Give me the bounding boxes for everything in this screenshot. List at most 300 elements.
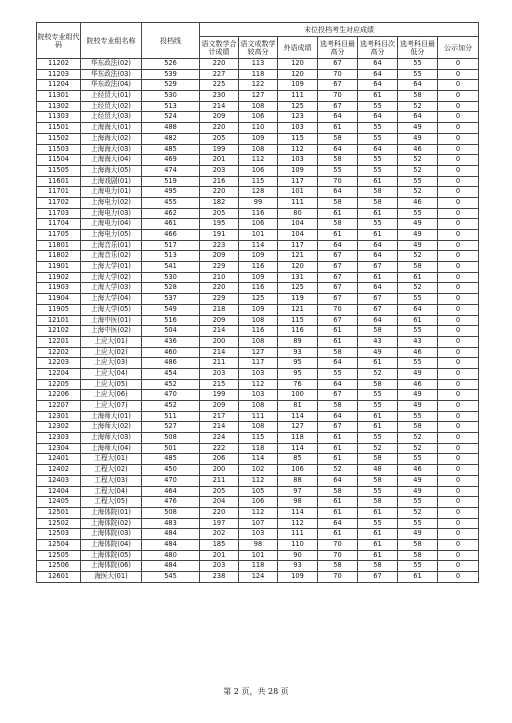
elective-second-cell: 55 bbox=[358, 518, 398, 529]
higher-score-cell: 116 bbox=[239, 283, 278, 294]
group-name-cell: 上海师大(04) bbox=[81, 443, 142, 454]
foreign-language-cell: 103 bbox=[278, 155, 318, 166]
group-name-cell: 工程大(03) bbox=[81, 475, 142, 486]
bonus-points-cell: 0 bbox=[438, 230, 479, 241]
elective-lowest-cell: 52 bbox=[398, 101, 438, 112]
group-code-cell: 12501 bbox=[37, 507, 81, 518]
elective-second-cell: 58 bbox=[358, 326, 398, 337]
table-row bbox=[37, 251, 479, 262]
foreign-language-cell: 97 bbox=[278, 486, 318, 497]
elective-second-cell: 67 bbox=[358, 572, 398, 583]
bonus-points-cell: 0 bbox=[438, 304, 479, 315]
bonus-points-cell: 0 bbox=[438, 101, 479, 112]
elective-highest-cell: 55 bbox=[318, 368, 358, 379]
elective-highest-cell: 61 bbox=[318, 208, 358, 219]
bonus-points-cell: 0 bbox=[438, 347, 479, 358]
group-code-cell: 11802 bbox=[37, 251, 81, 262]
cutoff-score-cell: 528 bbox=[142, 283, 200, 294]
bonus-points-cell: 0 bbox=[438, 80, 479, 91]
elective-second-cell: 55 bbox=[358, 390, 398, 401]
elective-lowest-cell: 52 bbox=[398, 507, 438, 518]
group-name-cell: 上海大学(02) bbox=[81, 272, 142, 283]
bonus-points-cell: 0 bbox=[438, 251, 479, 262]
elective-lowest-cell: 52 bbox=[398, 187, 438, 198]
foreign-language-cell: 103 bbox=[278, 123, 318, 134]
foreign-language-cell: 93 bbox=[278, 347, 318, 358]
table-row bbox=[37, 165, 479, 176]
bonus-points-cell: 0 bbox=[438, 433, 479, 444]
elective-highest-cell: 70 bbox=[318, 176, 358, 187]
elective-highest-cell: 61 bbox=[318, 433, 358, 444]
elective-highest-cell: 70 bbox=[318, 539, 358, 550]
table-row bbox=[37, 358, 479, 369]
elective-second-cell: 61 bbox=[358, 539, 398, 550]
group-code-cell: 12505 bbox=[37, 550, 81, 561]
elective-highest-cell: 61 bbox=[318, 443, 358, 454]
table-row bbox=[37, 176, 479, 187]
group-code-cell: 11904 bbox=[37, 294, 81, 305]
group-name-cell: 上海海大(05) bbox=[81, 165, 142, 176]
table-row bbox=[37, 486, 479, 497]
elective-highest-cell: 58 bbox=[318, 133, 358, 144]
higher-score-cell: 102 bbox=[239, 465, 278, 476]
chinese-math-total-cell: 211 bbox=[200, 475, 239, 486]
chinese-math-total-cell: 215 bbox=[200, 379, 239, 390]
group-code-cell: 11703 bbox=[37, 208, 81, 219]
table-row bbox=[37, 155, 479, 166]
elective-highest-cell: 58 bbox=[318, 155, 358, 166]
group-name-cell: 上海师大(03) bbox=[81, 433, 142, 444]
elective-second-cell: 55 bbox=[358, 165, 398, 176]
foreign-language-cell: 111 bbox=[278, 91, 318, 102]
elective-lowest-cell: 46 bbox=[398, 197, 438, 208]
bonus-points-cell: 0 bbox=[438, 219, 479, 230]
foreign-language-cell: 112 bbox=[278, 518, 318, 529]
elective-highest-cell: 67 bbox=[318, 80, 358, 91]
table-row bbox=[37, 336, 479, 347]
elective-second-cell: 64 bbox=[358, 112, 398, 123]
cutoff-score-cell: 508 bbox=[142, 507, 200, 518]
elective-second-cell: 49 bbox=[358, 347, 398, 358]
group-code-cell: 12205 bbox=[37, 379, 81, 390]
group-name-cell: 上应大(04) bbox=[81, 368, 142, 379]
cutoff-score-cell: 476 bbox=[142, 497, 200, 508]
elective-highest-cell: 64 bbox=[318, 144, 358, 155]
foreign-language-cell: 111 bbox=[278, 529, 318, 540]
foreign-language-cell: 112 bbox=[278, 144, 318, 155]
group-code-cell: 12404 bbox=[37, 486, 81, 497]
group-name-cell: 海医大(01) bbox=[81, 572, 142, 583]
higher-score-cell: 109 bbox=[239, 251, 278, 262]
elective-lowest-cell: 46 bbox=[398, 465, 438, 476]
cutoff-score-cell: 517 bbox=[142, 240, 200, 251]
table-row bbox=[37, 550, 479, 561]
elective-lowest-cell: 49 bbox=[398, 368, 438, 379]
elective-second-cell: 61 bbox=[358, 411, 398, 422]
elective-second-cell: 61 bbox=[358, 550, 398, 561]
higher-score-cell: 118 bbox=[239, 69, 278, 80]
elective-lowest-cell: 64 bbox=[398, 80, 438, 91]
higher-score-cell: 103 bbox=[239, 368, 278, 379]
header-cutoff-score: 投档线 bbox=[142, 23, 200, 59]
group-name-cell: 上海师大(02) bbox=[81, 422, 142, 433]
table-row bbox=[37, 80, 479, 91]
group-code-cell: 11704 bbox=[37, 219, 81, 230]
chinese-math-total-cell: 182 bbox=[200, 197, 239, 208]
higher-score-cell: 101 bbox=[239, 230, 278, 241]
elective-second-cell: 61 bbox=[358, 422, 398, 433]
higher-score-cell: 110 bbox=[239, 123, 278, 134]
group-code-cell: 12503 bbox=[37, 529, 81, 540]
bonus-points-cell: 0 bbox=[438, 91, 479, 102]
cutoff-score-cell: 455 bbox=[142, 197, 200, 208]
chinese-math-total-cell: 220 bbox=[200, 283, 239, 294]
group-name-cell: 工程大(02) bbox=[81, 465, 142, 476]
chinese-math-total-cell: 199 bbox=[200, 390, 239, 401]
elective-lowest-cell: 49 bbox=[398, 133, 438, 144]
table-row bbox=[37, 208, 479, 219]
cutoff-score-cell: 461 bbox=[142, 219, 200, 230]
higher-score-cell: 112 bbox=[239, 379, 278, 390]
group-name-cell: 上海体院(02) bbox=[81, 518, 142, 529]
elective-second-cell: 61 bbox=[358, 529, 398, 540]
group-code-cell: 12204 bbox=[37, 368, 81, 379]
chinese-math-total-cell: 203 bbox=[200, 165, 239, 176]
elective-highest-cell: 64 bbox=[318, 411, 358, 422]
higher-score-cell: 128 bbox=[239, 187, 278, 198]
table-row bbox=[37, 422, 479, 433]
cutoff-score-cell: 539 bbox=[142, 69, 200, 80]
chinese-math-total-cell: 197 bbox=[200, 518, 239, 529]
elective-lowest-cell: 49 bbox=[398, 123, 438, 134]
elective-lowest-cell: 55 bbox=[398, 208, 438, 219]
cutoff-score-cell: 466 bbox=[142, 230, 200, 241]
admission-score-table bbox=[36, 22, 479, 583]
group-code-cell: 12405 bbox=[37, 497, 81, 508]
group-name-cell: 华东政法(03) bbox=[81, 69, 142, 80]
group-code-cell: 12201 bbox=[37, 336, 81, 347]
foreign-language-cell: 127 bbox=[278, 422, 318, 433]
group-code-cell: 12202 bbox=[37, 347, 81, 358]
chinese-math-total-cell: 227 bbox=[200, 69, 239, 80]
chinese-math-total-cell: 214 bbox=[200, 101, 239, 112]
bonus-points-cell: 0 bbox=[438, 368, 479, 379]
group-code-cell: 11303 bbox=[37, 112, 81, 123]
cutoff-score-cell: 504 bbox=[142, 326, 200, 337]
elective-highest-cell: 64 bbox=[318, 379, 358, 390]
foreign-language-cell: 109 bbox=[278, 165, 318, 176]
foreign-language-cell: 118 bbox=[278, 433, 318, 444]
elective-second-cell: 55 bbox=[358, 433, 398, 444]
chinese-math-total-cell: 217 bbox=[200, 411, 239, 422]
chinese-math-total-cell: 214 bbox=[200, 347, 239, 358]
elective-lowest-cell: 52 bbox=[398, 165, 438, 176]
elective-highest-cell: 64 bbox=[318, 358, 358, 369]
bonus-points-cell: 0 bbox=[438, 486, 479, 497]
elective-second-cell: 64 bbox=[358, 251, 398, 262]
chinese-math-total-cell: 200 bbox=[200, 336, 239, 347]
higher-score-cell: 107 bbox=[239, 518, 278, 529]
group-code-cell: 12301 bbox=[37, 411, 81, 422]
page-footer: 第 2 页，共 28 页 bbox=[223, 687, 289, 696]
elective-lowest-cell: 58 bbox=[398, 91, 438, 102]
score-table-sheet bbox=[36, 22, 478, 583]
elective-second-cell: 55 bbox=[358, 486, 398, 497]
table-row bbox=[37, 401, 479, 412]
higher-score-cell: 116 bbox=[239, 326, 278, 337]
foreign-language-cell: 116 bbox=[278, 326, 318, 337]
table-row bbox=[37, 272, 479, 283]
group-name-cell: 上海电力(04) bbox=[81, 219, 142, 230]
cutoff-score-cell: 530 bbox=[142, 272, 200, 283]
elective-highest-cell: 64 bbox=[318, 240, 358, 251]
elective-second-cell: 55 bbox=[358, 219, 398, 230]
foreign-language-cell: 120 bbox=[278, 59, 318, 70]
table-row bbox=[37, 123, 479, 134]
higher-score-cell: 112 bbox=[239, 155, 278, 166]
group-name-cell: 上海音乐(02) bbox=[81, 251, 142, 262]
elective-second-cell: 58 bbox=[358, 379, 398, 390]
group-code-cell: 11902 bbox=[37, 272, 81, 283]
elective-highest-cell: 61 bbox=[318, 230, 358, 241]
bonus-points-cell: 0 bbox=[438, 422, 479, 433]
elective-second-cell: 64 bbox=[358, 80, 398, 91]
group-code-cell: 12206 bbox=[37, 390, 81, 401]
table-row bbox=[37, 572, 479, 583]
elective-highest-cell: 58 bbox=[318, 219, 358, 230]
elective-lowest-cell: 52 bbox=[398, 433, 438, 444]
group-name-cell: 上应大(01) bbox=[81, 336, 142, 347]
cutoff-score-cell: 508 bbox=[142, 433, 200, 444]
group-code-cell: 11302 bbox=[37, 101, 81, 112]
elective-lowest-cell: 55 bbox=[398, 59, 438, 70]
elective-highest-cell: 67 bbox=[318, 59, 358, 70]
group-name-cell: 华东政法(04) bbox=[81, 80, 142, 91]
group-name-cell: 上海体院(05) bbox=[81, 550, 142, 561]
elective-second-cell: 58 bbox=[358, 197, 398, 208]
table-row bbox=[37, 197, 479, 208]
bonus-points-cell: 0 bbox=[438, 112, 479, 123]
chinese-math-total-cell: 209 bbox=[200, 251, 239, 262]
group-name-cell: 上海海大(02) bbox=[81, 133, 142, 144]
table-row bbox=[37, 101, 479, 112]
group-name-cell: 上应大(07) bbox=[81, 401, 142, 412]
table-row bbox=[37, 219, 479, 230]
higher-score-cell: 109 bbox=[239, 272, 278, 283]
higher-score-cell: 114 bbox=[239, 454, 278, 465]
elective-highest-cell: 61 bbox=[318, 529, 358, 540]
cutoff-score-cell: 529 bbox=[142, 80, 200, 91]
elective-lowest-cell: 58 bbox=[398, 422, 438, 433]
table-row bbox=[37, 518, 479, 529]
higher-score-cell: 116 bbox=[239, 208, 278, 219]
chinese-math-total-cell: 220 bbox=[200, 187, 239, 198]
foreign-language-cell: 111 bbox=[278, 197, 318, 208]
cutoff-score-cell: 464 bbox=[142, 486, 200, 497]
foreign-language-cell: 81 bbox=[278, 401, 318, 412]
chinese-math-total-cell: 214 bbox=[200, 326, 239, 337]
header-elective-second: 选考科目次高分 bbox=[358, 37, 398, 59]
bonus-points-cell: 0 bbox=[438, 561, 479, 572]
higher-score-cell: 122 bbox=[239, 80, 278, 91]
table-row bbox=[37, 240, 479, 251]
chinese-math-total-cell: 223 bbox=[200, 240, 239, 251]
header-foreign-language: 外语成绩 bbox=[278, 37, 318, 59]
group-code-cell: 12504 bbox=[37, 539, 81, 550]
elective-second-cell: 67 bbox=[358, 262, 398, 273]
chinese-math-total-cell: 211 bbox=[200, 358, 239, 369]
group-code-cell: 12502 bbox=[37, 518, 81, 529]
table-row bbox=[37, 144, 479, 155]
cutoff-score-cell: 488 bbox=[142, 123, 200, 134]
foreign-language-cell: 95 bbox=[278, 368, 318, 379]
cutoff-score-cell: 516 bbox=[142, 315, 200, 326]
bonus-points-cell: 0 bbox=[438, 390, 479, 401]
foreign-language-cell: 125 bbox=[278, 283, 318, 294]
group-code-cell: 11901 bbox=[37, 262, 81, 273]
elective-lowest-cell: 55 bbox=[398, 294, 438, 305]
foreign-language-cell: 117 bbox=[278, 176, 318, 187]
group-name-cell: 上应大(02) bbox=[81, 347, 142, 358]
foreign-language-cell: 115 bbox=[278, 315, 318, 326]
table-row bbox=[37, 465, 479, 476]
group-name-cell: 上海海大(04) bbox=[81, 155, 142, 166]
group-name-cell: 上海电力(03) bbox=[81, 208, 142, 219]
group-name-cell: 上海体院(04) bbox=[81, 539, 142, 550]
elective-second-cell: 55 bbox=[358, 133, 398, 144]
elective-lowest-cell: 55 bbox=[398, 454, 438, 465]
elective-highest-cell: 70 bbox=[318, 550, 358, 561]
foreign-language-cell: 117 bbox=[278, 240, 318, 251]
elective-second-cell: 52 bbox=[358, 443, 398, 454]
elective-second-cell: 52 bbox=[358, 368, 398, 379]
cutoff-score-cell: 484 bbox=[142, 539, 200, 550]
group-name-cell: 上应大(03) bbox=[81, 358, 142, 369]
table-row bbox=[37, 411, 479, 422]
elective-second-cell: 55 bbox=[358, 155, 398, 166]
chinese-math-total-cell: 220 bbox=[200, 507, 239, 518]
cutoff-score-cell: 462 bbox=[142, 208, 200, 219]
elective-lowest-cell: 52 bbox=[398, 443, 438, 454]
elective-highest-cell: 64 bbox=[318, 518, 358, 529]
higher-score-cell: 117 bbox=[239, 358, 278, 369]
chinese-math-total-cell: 214 bbox=[200, 422, 239, 433]
bonus-points-cell: 0 bbox=[438, 336, 479, 347]
cutoff-score-cell: 541 bbox=[142, 262, 200, 273]
table-row bbox=[37, 347, 479, 358]
higher-score-cell: 106 bbox=[239, 165, 278, 176]
chinese-math-total-cell: 230 bbox=[200, 91, 239, 102]
elective-highest-cell: 70 bbox=[318, 304, 358, 315]
elective-lowest-cell: 61 bbox=[398, 572, 438, 583]
header-chinese-or-math-higher: 语文或数学较高分 bbox=[239, 37, 278, 59]
table-row bbox=[37, 539, 479, 550]
bonus-points-cell: 0 bbox=[438, 197, 479, 208]
cutoff-score-cell: 526 bbox=[142, 59, 200, 70]
bonus-points-cell: 0 bbox=[438, 326, 479, 337]
table-row bbox=[37, 454, 479, 465]
table-row bbox=[37, 475, 479, 486]
higher-score-cell: 114 bbox=[239, 240, 278, 251]
cutoff-score-cell: 519 bbox=[142, 176, 200, 187]
elective-highest-cell: 70 bbox=[318, 572, 358, 583]
group-name-cell: 上海戏剧(01) bbox=[81, 176, 142, 187]
elective-lowest-cell: 55 bbox=[398, 358, 438, 369]
elective-second-cell: 64 bbox=[358, 315, 398, 326]
group-code-cell: 11505 bbox=[37, 165, 81, 176]
header-last-candidate-scores: 末位投档考生对应成绩 bbox=[200, 23, 479, 37]
elective-second-cell: 67 bbox=[358, 294, 398, 305]
higher-score-cell: 112 bbox=[239, 507, 278, 518]
bonus-points-cell: 0 bbox=[438, 123, 479, 134]
group-name-cell: 上经贸大(02) bbox=[81, 101, 142, 112]
header-elective-lowest: 选考科目最低分 bbox=[398, 37, 438, 59]
elective-lowest-cell: 58 bbox=[398, 550, 438, 561]
group-code-cell: 12401 bbox=[37, 454, 81, 465]
foreign-language-cell: 95 bbox=[278, 358, 318, 369]
bonus-points-cell: 0 bbox=[438, 507, 479, 518]
higher-score-cell: 103 bbox=[239, 390, 278, 401]
elective-lowest-cell: 49 bbox=[398, 219, 438, 230]
table-row bbox=[37, 69, 479, 80]
chinese-math-total-cell: 201 bbox=[200, 155, 239, 166]
elective-second-cell: 58 bbox=[358, 454, 398, 465]
elective-highest-cell: 58 bbox=[318, 486, 358, 497]
group-code-cell: 11903 bbox=[37, 283, 81, 294]
higher-score-cell: 127 bbox=[239, 91, 278, 102]
elective-second-cell: 61 bbox=[358, 208, 398, 219]
foreign-language-cell: 100 bbox=[278, 390, 318, 401]
foreign-language-cell: 80 bbox=[278, 208, 318, 219]
cutoff-score-cell: 460 bbox=[142, 347, 200, 358]
chinese-math-total-cell: 199 bbox=[200, 144, 239, 155]
higher-score-cell: 113 bbox=[239, 59, 278, 70]
elective-highest-cell: 67 bbox=[318, 251, 358, 262]
elective-lowest-cell: 52 bbox=[398, 155, 438, 166]
chinese-math-total-cell: 229 bbox=[200, 294, 239, 305]
higher-score-cell: 115 bbox=[239, 433, 278, 444]
higher-score-cell: 108 bbox=[239, 101, 278, 112]
higher-score-cell: 108 bbox=[239, 144, 278, 155]
cutoff-score-cell: 486 bbox=[142, 358, 200, 369]
group-name-cell: 工程大(04) bbox=[81, 486, 142, 497]
cutoff-score-cell: 511 bbox=[142, 411, 200, 422]
elective-second-cell: 61 bbox=[358, 176, 398, 187]
bonus-points-cell: 0 bbox=[438, 155, 479, 166]
cutoff-score-cell: 482 bbox=[142, 133, 200, 144]
elective-highest-cell: 67 bbox=[318, 262, 358, 273]
group-code-cell: 11501 bbox=[37, 123, 81, 134]
elective-second-cell: 67 bbox=[358, 304, 398, 315]
elective-lowest-cell: 52 bbox=[398, 283, 438, 294]
table-row bbox=[37, 529, 479, 540]
higher-score-cell: 106 bbox=[239, 219, 278, 230]
group-name-cell: 上应大(06) bbox=[81, 390, 142, 401]
chinese-math-total-cell: 195 bbox=[200, 219, 239, 230]
higher-score-cell: 125 bbox=[239, 294, 278, 305]
elective-lowest-cell: 58 bbox=[398, 262, 438, 273]
group-code-cell: 12102 bbox=[37, 326, 81, 337]
bonus-points-cell: 0 bbox=[438, 294, 479, 305]
group-name-cell: 工程大(05) bbox=[81, 497, 142, 508]
cutoff-score-cell: 474 bbox=[142, 165, 200, 176]
bonus-points-cell: 0 bbox=[438, 497, 479, 508]
cutoff-score-cell: 454 bbox=[142, 368, 200, 379]
chinese-math-total-cell: 218 bbox=[200, 304, 239, 315]
bonus-points-cell: 0 bbox=[438, 529, 479, 540]
group-name-cell: 华东政法(02) bbox=[81, 59, 142, 70]
elective-second-cell: 61 bbox=[358, 358, 398, 369]
